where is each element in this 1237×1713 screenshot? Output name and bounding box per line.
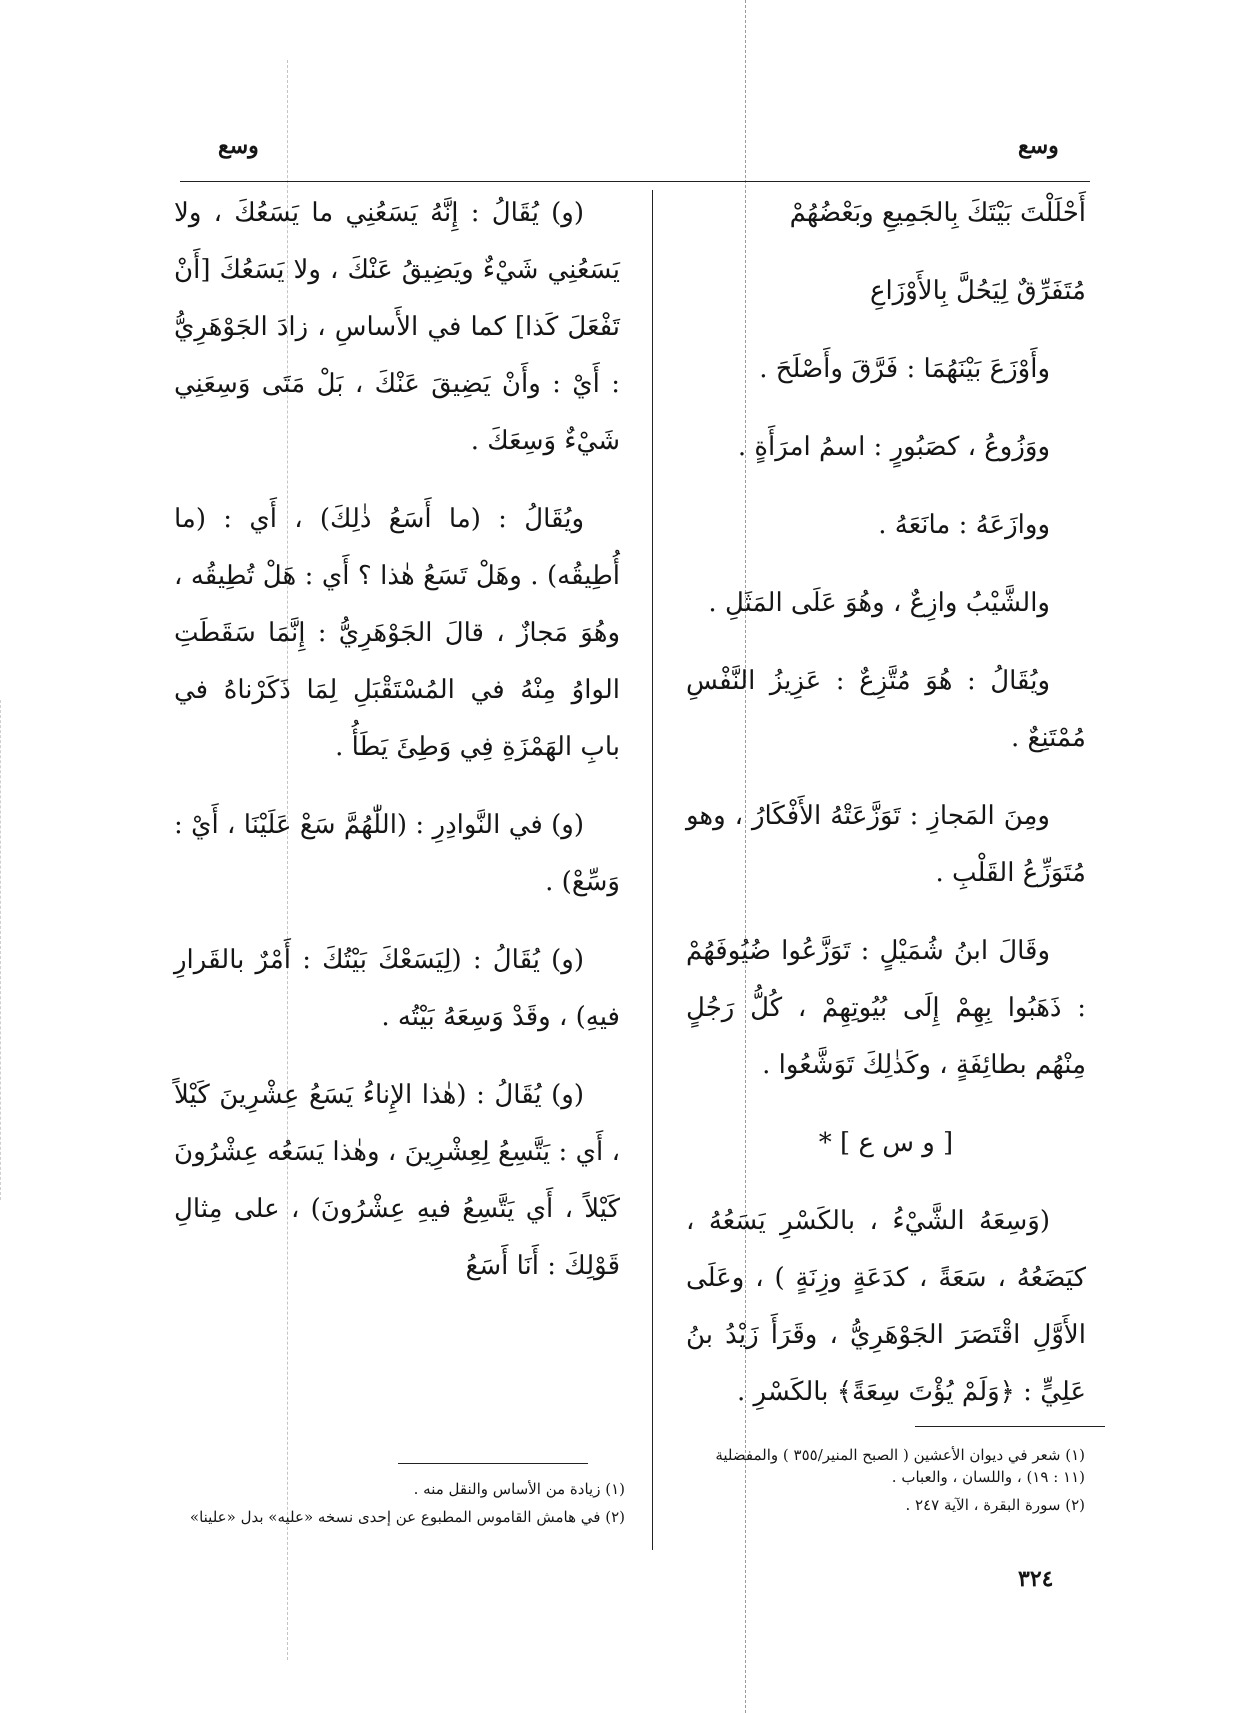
entry-paragraph: (وَسِعَهُ الشَّيْءُ ، بالكَسْرِ يَسَعُهُ ، كيَضَعُهُ ، سَعَةً ، كدَعَةٍ وزِنَةٍ ) ، وعَلَى الأَوَّلِ اقْتَصَرَ الجَوْهَرِيُّ ، وقَرَأَ زَيْدُ بنُ عَلِيٍّ : ﴿وَلَمْ يُؤْتَ سِعَةً﴾ بالكَسْرِ .	[686, 1206, 1086, 1407]
entry-paragraph: ويُقَالُ : (ما أَسَعُ ذٰلِكَ) ، أَي : (ما أُطِيقُه) . وهَلْ تَسَعُ هٰذا ؟ أَي : هَلْ تُطِيقُه ، وهُوَ مَجازٌ ، قالَ الجَوْهَرِيُّ : إِنَّمَا سَقَطَتِ الواوُ مِنْهُ في المُسْتَقْبَلِ لِمَا ذَكَرْناهُ في بابِ الهَمْزَةِ فِي وَطِئَ يَطَأُ .	[174, 504, 620, 762]
right-column	[686, 185, 1086, 1442]
entry-paragraph: وقَالَ ابنُ شُمَيْلٍ : تَوَزَّعُوا ضُيُوفَهُمْ : ذَهَبُوا بِهِمْ إِلَى بُيُوتِهِمْ ، كُلُّ رَجُلٍ مِنْهُم بطائِفَةٍ ، وكَذٰلِكَ تَوَشَّعُوا .	[686, 936, 1086, 1080]
footnotes-left	[185, 1478, 625, 1534]
verse-line: مُتَفَرِّقٌ لِيَحُلَّ بِالأَوْزَاعِ	[869, 276, 1086, 306]
footnote-rule-right	[915, 1426, 1105, 1427]
column-divider	[652, 190, 653, 1550]
footnotes-right	[690, 1444, 1085, 1522]
entry-paragraph: (و) في النَّوادِرِ : (اللّٰهُمَّ سَعْ عَلَيْنَا ، أَيْ : وَسِّعْ) .	[174, 810, 620, 897]
entry-paragraph: والشَّيْبُ وازِعٌ ، وهُوَ عَلَى المَثَلِ .	[708, 588, 1050, 618]
page-number: ٣٢٤	[1018, 1566, 1054, 1592]
entry-paragraph: (و) يُقَالُ : إِنَّهُ يَسَعُنِي ما يَسَعُكَ ، ولا يَسَعُنِي شَيْءٌ ويَضِيقُ عَنْكَ ، ولا يَسَعُكَ [أَنْ تَفْعَلَ كَذا] كما في الأَساسِ ، زادَ الجَوْهَرِيُّ : أَيْ : وأَنْ يَضِيقَ عَنْكَ ، بَلْ مَتَى وَسِعَنِي شَيْءٌ وَسِعَكَ .	[174, 198, 620, 456]
root-heading: [ و س ع ] *	[818, 1128, 954, 1158]
footnote-rule-left	[398, 1463, 588, 1464]
footnote: (١) زيادة من الأساس والنقل منه .	[413, 1480, 625, 1498]
entry-paragraph: ووَزُوعُ ، كصَبُورٍ : اسمُ امرَأَةٍ .	[737, 432, 1050, 462]
entry-paragraph: ووازَعَهُ : مانَعَهُ .	[878, 510, 1050, 540]
entry-paragraph: ومِنَ المَجازِ : تَوَزَّعَتْهُ الأَفْكَارُ ، وهو مُتَوَزِّعُ القَلْبِ .	[686, 801, 1086, 888]
header-rule	[180, 181, 1090, 182]
entry-paragraph: ويُقَالُ : هُوَ مُتَّزِعٌ : عَزِيزُ النَّفْسِ مُمْتَنِعٌ .	[686, 666, 1086, 753]
running-header-left: وسع	[218, 133, 259, 159]
footnote: (١) شعر في ديوان الأعشين ( الصبح المنير/٣٥٥ ) والمفضلية (١١ : ١٩) ، واللسان ، والعباب .	[715, 1446, 1085, 1486]
footnote: (٢) في هامش القاموس المطبوع عن إحدى نسخه «عليه» بدل «علينا»	[189, 1508, 625, 1526]
entry-paragraph: وأَوْزَعَ بَيْنَهُمَا : فَرَّقَ وأَصْلَحَ .	[759, 354, 1050, 384]
entry-paragraph: (و) يُقَالُ : (هٰذا الإِناءُ يَسَعُ عِشْرِينَ كَيْلاً ، أَي : يَتَّسِعُ لِعِشْرِينَ ، وهٰذا يَسَعُه عِشْرُونَ كَيْلاً ، أَي يَتَّسِعُ فيهِ عِشْرُونَ) ، على مِثالِ قَوْلِكَ : أَنَا أَسَعُ	[174, 1080, 620, 1281]
entry-paragraph: (و) يُقَالُ : (لِيَسَعْكَ بَيْتُكَ : أَمْرٌ بالقَرارِ فيهِ) ، وقَدْ وَسِعَهُ بَيْتُه .	[174, 945, 620, 1032]
left-column	[174, 185, 620, 1316]
verse-line: أَحْلَلْتَ بَيْتَكَ بِالجَمِيعِ وبَعْضُهُمْ	[789, 198, 1086, 228]
running-header-right: وسع	[1018, 133, 1059, 159]
scan-edge-marks	[0, 700, 1, 1200]
footnote: (٢) سورة البقرة ، الآية ٢٤٧ .	[905, 1496, 1085, 1514]
